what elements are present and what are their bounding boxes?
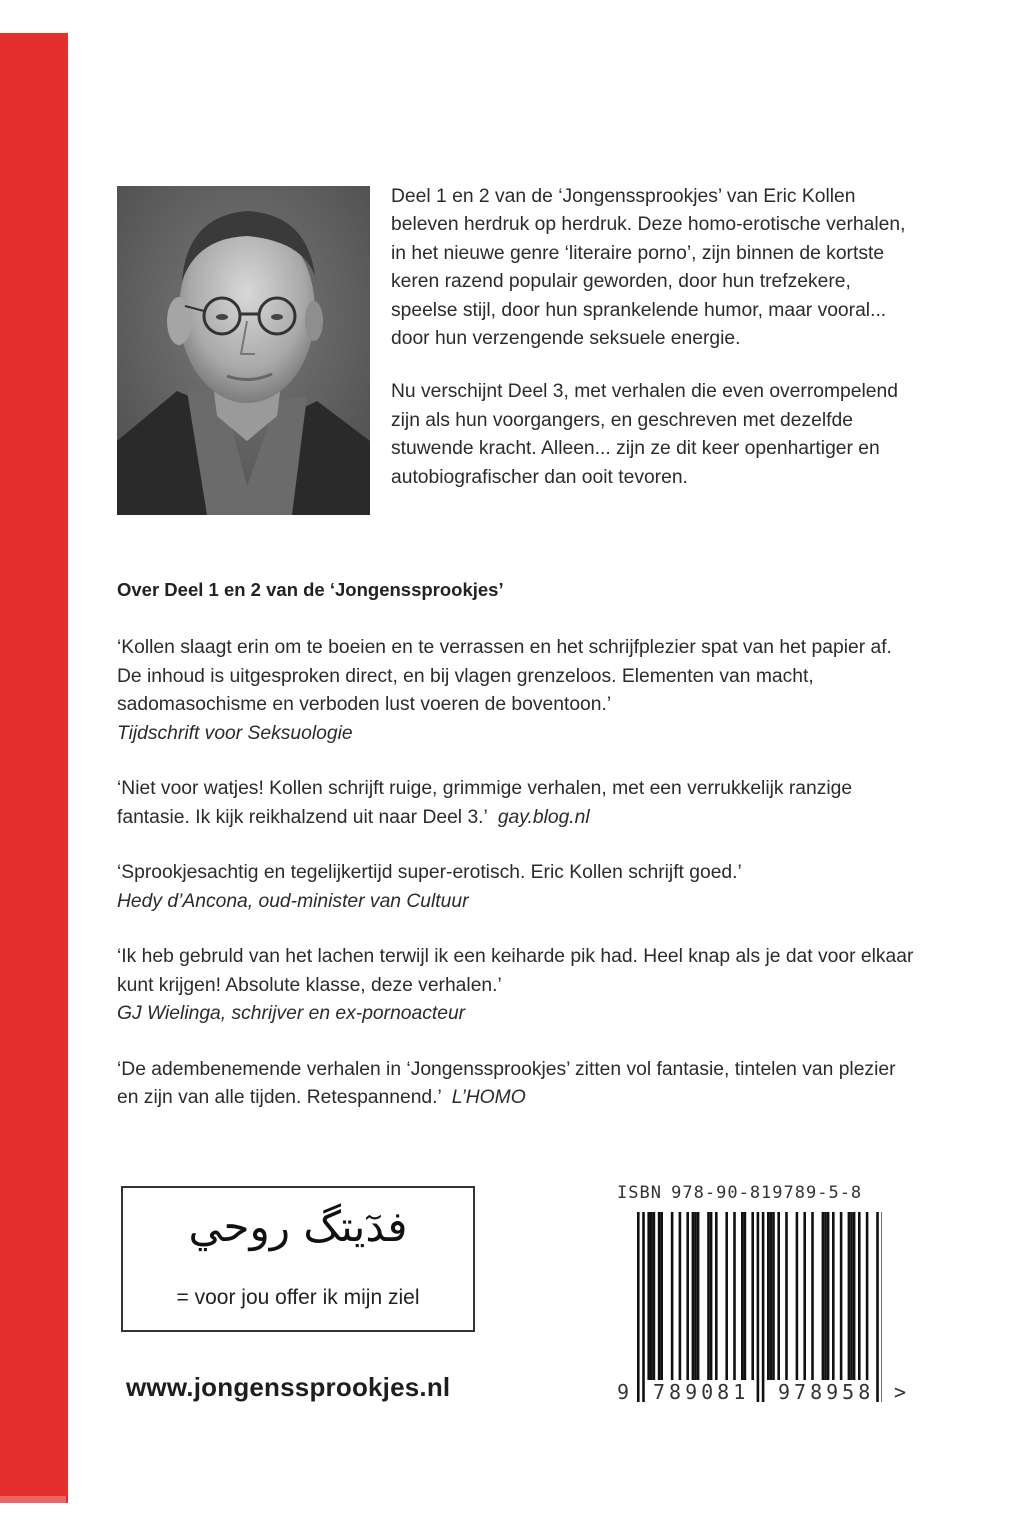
reviews-heading: Over Deel 1 en 2 van de ‘Jongenssprookjes’: [117, 579, 504, 600]
barcode-digit-group: 978958: [778, 1380, 875, 1404]
spine-edge: [0, 1496, 66, 1503]
barcode-digits: [612, 1380, 912, 1410]
author-portrait-icon: [117, 186, 370, 515]
review-item: [117, 775, 917, 832]
review-item: [117, 859, 917, 916]
website-url: www.jongenssprookjes.nl: [126, 1372, 451, 1402]
motto-box: [121, 1186, 475, 1332]
review-quote: ‘Niet voor watjes! Kollen schrijft ruige, grimmige verhalen, met een verrukkelijk ranzige fantasie. Ik kijk reikhalzend uit naar Deel 3.’: [117, 778, 853, 828]
review-source: Hedy d’Ancona, oud-minister van Cultuur: [117, 890, 469, 912]
review-quote: ‘Kollen slaagt erin om te boeien en te verrassen en het schrijfplezier spat van het papier af. De inhoud is uitgesproken direct, en bij vlagen grenzeloos. Elementen van macht, sadomasochisme en verboden lust voeren de boventoon.’: [117, 637, 892, 715]
review-item: [117, 943, 917, 1029]
intro-paragraph: Nu verschijnt Deel 3, met verhalen die even overrompelend zijn als hun voorgangers, en geschreven met dezelfde stuwende kracht. Alleen... zijn ze dit keer openhartiger en autobiografischer dan ooit tevoren.: [391, 381, 898, 488]
review-item: [117, 1056, 917, 1113]
motto-translation: = voor jou offer ik mijn ziel: [176, 1286, 420, 1309]
review-source: gay.blog.nl: [497, 806, 590, 828]
review-quote: ‘Sprookjesachtig en tegelijkertijd super-erotisch. Eric Kollen schrijft goed.’: [117, 862, 742, 883]
barcode-digit-group: 9: [617, 1380, 630, 1404]
red-spine-stripe: [0, 33, 68, 1503]
motto-arabic-text: فدٓيتگ روحي: [188, 1202, 408, 1251]
review-source: Tijdschrift voor Seksuologie: [117, 722, 353, 744]
isbn-label: ISBN 978-90-819789-5-8: [617, 1183, 863, 1203]
review-source: L’HOMO: [451, 1087, 526, 1108]
review-item: [117, 634, 917, 748]
review-quote: ‘Ik heb gebruld van het lachen terwijl ik een keiharde pik had. Heel knap als je dat voor elkaar kunt krijgen! Absolute klasse, deze verhalen.’: [117, 946, 914, 996]
review-quote: ‘De adembenemende verhalen in ‘Jongenssprookjes’ zitten vol fantasie, tintelen van plezier en zijn van alle tijden. Retespannend.’: [117, 1058, 896, 1108]
author-photo: [117, 186, 370, 515]
barcode-digit-group: >: [894, 1380, 907, 1404]
reviews-list: [117, 634, 917, 1140]
barcode-digit-group: 789081: [653, 1380, 750, 1404]
intro-paragraph: Deel 1 en 2 van de ‘Jongenssprookjes’ van Eric Kollen beleven herdruk op herdruk. Deze homo-erotische verhalen, in het nieuwe genre ‘literaire porno’, zijn binnen de kortste keren razend populair geworden, door hun trefzekere, speelse stijl, door hun sprankelende humor, maar vooral... door hun verzengende seksuele energie.: [391, 186, 906, 350]
intro-blurb: [391, 183, 911, 517]
review-source: GJ Wielinga, schrijver en ex-pornoacteur: [117, 1003, 466, 1024]
